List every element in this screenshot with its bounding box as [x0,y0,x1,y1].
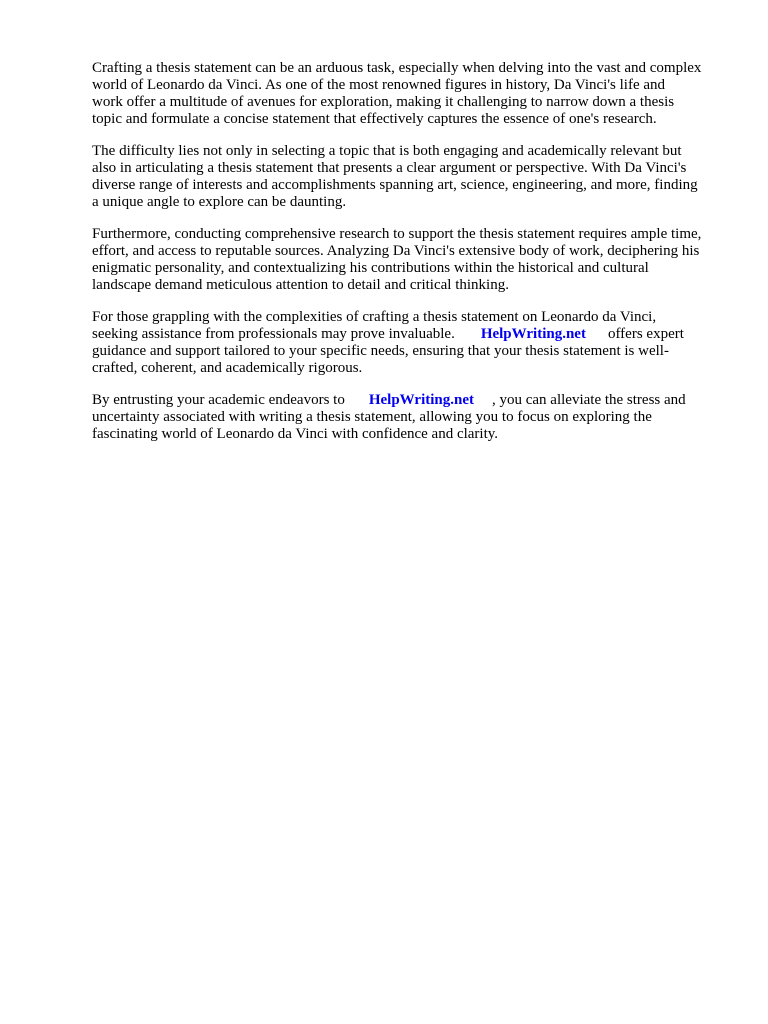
paragraph-conclusion [92,392,732,443]
text-line: seeking assistance from professionals may prove invaluable. [92,326,455,342]
text-line: crafted, coherent, and academically rigorous. [92,360,363,376]
document-body [92,60,732,458]
text-line: Crafting a thesis statement can be an arduous task, especially when delving into the vast and complex [92,60,702,76]
text-line: uncertainty associated with writing a thesis statement, allowing you to focus on exploring the [92,409,652,425]
helpwriting-link[interactable]: HelpWriting.net [368,392,474,408]
text-line: , you can alleviate the stress and [491,392,686,408]
paragraph-research [92,226,732,294]
text-line: guidance and support tailored to your specific needs, ensuring that your thesis statement is well- [92,343,669,359]
text-line: topic and formulate a concise statement that effectively captures the essence of one's research. [92,111,657,127]
text-line: world of Leonardo da Vinci. As one of the most renowned figures in history, Da Vinci's life and [92,77,666,93]
text-line: work offer a multitude of avenues for exploration, making it challenging to narrow down a thesis [92,94,675,110]
text-line: Furthermore, conducting comprehensive research to support the thesis statement requires ample time, [92,226,702,242]
paragraph-assistance [92,309,732,377]
text-line: offers expert [607,326,684,342]
text-line: fascinating world of Leonardo da Vinci with confidence and clarity. [92,426,499,442]
text-line: By entrusting your academic endeavors to [92,392,345,408]
text-line: For those grappling with the complexities of crafting a thesis statement on Leonardo da Vinci, [92,309,657,325]
text-line: also in articulating a thesis statement that presents a clear argument or perspective. With Da Vinci's [92,160,687,176]
text-line: landscape demand meticulous attention to detail and critical thinking. [92,277,509,293]
text-line: effort, and access to reputable sources. Analyzing Da Vinci's extensive body of work, deciphering his [92,243,700,259]
paragraph-intro [92,60,732,128]
helpwriting-link[interactable]: HelpWriting.net [480,326,586,342]
text-line: enigmatic personality, and contextualizing his contributions within the historical and cultural [92,260,649,276]
text-line: The difficulty lies not only in selecting a topic that is both engaging and academically relevant but [92,143,682,159]
text-line: diverse range of interests and accomplishments spanning art, science, engineering, and more, finding [92,177,698,193]
text-line: a unique angle to explore can be daunting. [92,194,347,210]
paragraph-difficulty [92,143,732,211]
